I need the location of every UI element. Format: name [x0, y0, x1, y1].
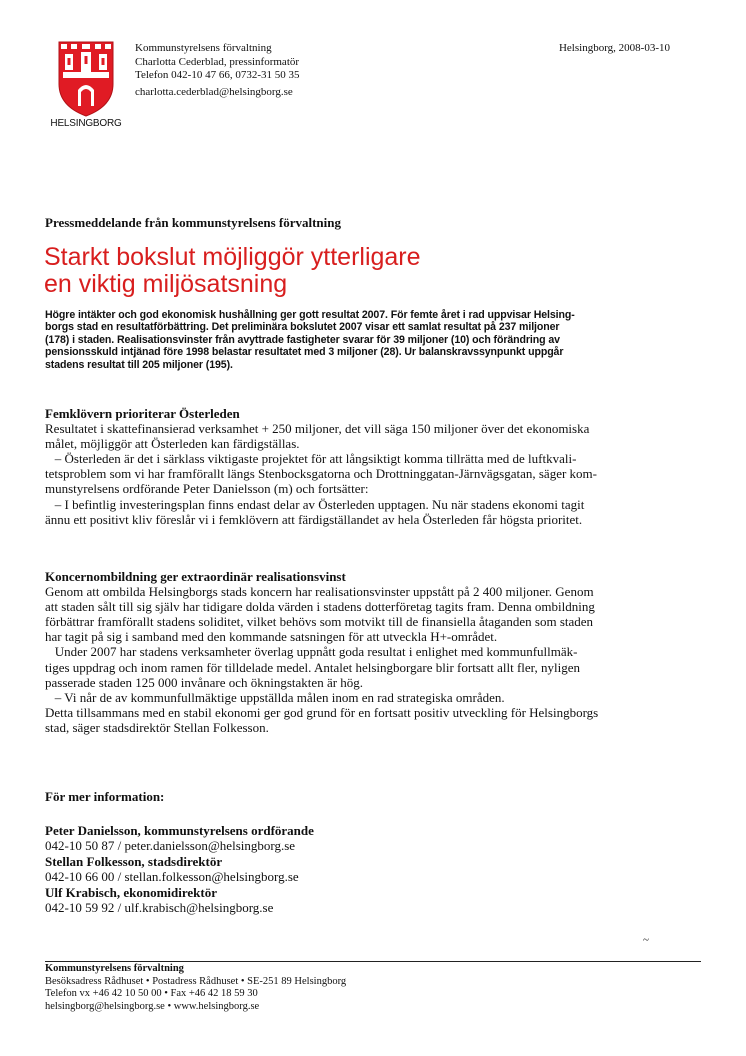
body-line: målet, möjliggör att Österleden kan färdigställas. — [45, 436, 300, 452]
body-line: har tagit på sig i samband med den kommande satsningen för att utveckla H+-området. — [45, 629, 498, 645]
footer-address: Besöksadress Rådhuset • Postadress Rådhuset • SE-251 89 Helsingborg — [45, 975, 347, 987]
body-line: munstyrelsens ordförande Peter Danielsson (m) och fortsätter: — [45, 481, 369, 497]
lead-paragraph — [45, 309, 695, 371]
footer — [45, 963, 346, 1013]
section-koncernombildning — [45, 569, 695, 735]
section-femklovern — [45, 406, 695, 527]
section-heading: Femklövern prioriterar Österleden — [45, 406, 240, 421]
lead-line: stadens resultat till 205 miljoner (195). — [45, 358, 233, 371]
castle-crest-icon — [44, 40, 128, 118]
sender-block — [135, 42, 300, 99]
body-line: – Österleden är det i särklass viktigaste projektet för att långsiktigt komma tillrätta med de luftkvali- — [45, 451, 577, 467]
body-line: stad, säger stadsdirektör Stellan Folkesson. — [45, 719, 269, 735]
body-line: ännu ett positivt kliv föreslår vi i femklövern att färdigställandet av hela Österleden får högsta prioritet. — [45, 511, 583, 527]
press-release-kicker: Pressmeddelande från kommunstyrelsens förvaltning — [45, 215, 341, 230]
contact-detail[interactable]: 042-10 59 92 / ulf.krabisch@helsingborg.se — [45, 900, 274, 916]
lead-line: borgs stad en resultatförbättring. Det preliminära bokslutet 2007 visar ett samlat resultat på 237 miljoner — [45, 321, 560, 334]
body-line: tiges uppdrag och inom ramen för tilldelade medel. Antalet helsingborgare blir fortsatt allt fler, nyligen — [45, 659, 580, 675]
body-line: att staden sålt till sig själv har tidigare dolda värden i stadens dotterföretag tagits fram. Denna ombildning — [45, 599, 595, 615]
body-line: – Vi når de av kommunfullmäktige uppställda målen inom en rad strategiska områden. — [45, 689, 505, 705]
contact-name: Ulf Krabisch, ekonomidirektör — [45, 884, 218, 900]
lead-line: Högre intäkter och god ekonomisk hushållning ger gott resultat 2007. För femte året i rad uppvisar Helsing- — [45, 309, 575, 321]
sender-email[interactable]: charlotta.cederblad@helsingborg.se — [135, 85, 293, 98]
contact-detail[interactable]: 042-10 66 00 / stellan.folkesson@helsingborg.se — [45, 869, 299, 885]
body-line: Resultatet i skattefinansierad verksamhet + 250 miljoner, det vill säga 150 miljoner över det ekonomiska — [45, 421, 590, 437]
body-line: Detta tillsammans med en stabil ekonomi ger god grund för en fortsatt positiv utveckling för Helsingborgs — [45, 704, 599, 720]
lead-line: (178) i staden. Realisationsvinster från avyttrade fastigheter svarar för 39 miljoner (10) och förändring av — [45, 333, 560, 346]
sender-phone: Telefon 042-10 47 66, 0732-31 50 35 — [135, 69, 300, 81]
headline — [44, 244, 604, 298]
body-line: Genom att ombilda Helsingborgs stads koncern har realisationsvinster uppstått på 2 400 miljoner. Genom — [45, 584, 594, 600]
sender-person: Charlotta Cederblad, pressinformatör — [135, 55, 300, 68]
contact-name: Stellan Folkesson, stadsdirektör — [45, 853, 223, 869]
footer-phone: Telefon vx +46 42 10 50 00 • Fax +46 42 18 59 30 — [45, 988, 258, 1000]
footer-title: Kommunstyrelsens förvaltning — [45, 963, 184, 974]
footer-web[interactable]: helsingborg@helsingborg.se • www.helsingborg.se — [45, 1000, 260, 1012]
contact-list — [45, 823, 314, 915]
more-info-heading: För mer information: — [45, 789, 165, 804]
lead-line: pensionsskuld intjänad före 1998 belastar resultatet med 3 miljoner (28). Ur balanskravssynpunkt uppgår — [45, 346, 564, 359]
stray-mark: ~ — [643, 934, 649, 946]
headline-line: Starkt bokslut möjliggör ytterligare — [44, 243, 421, 271]
headline-line: en viktig miljösatsning — [44, 270, 288, 298]
contact-detail[interactable]: 042-10 50 87 / peter.danielsson@helsingborg.se — [45, 838, 296, 854]
body-line: Under 2007 har stadens verksamheter överlag uppnått goda resultat i enlighet med kommunfullmäk- — [45, 644, 578, 660]
document-date: Helsingborg, 2008-03-10 — [558, 42, 670, 54]
body-line: passerade staden 125 000 invånare och ökningstakten är hög. — [45, 674, 364, 690]
contact-name: Peter Danielsson, kommunstyrelsens ordförande — [45, 823, 314, 838]
section-heading: Koncernombildning ger extraordinär realisationsvinst — [45, 569, 346, 584]
body-line: – I befintlig investeringsplan finns endast delar av Österleden upptagen. Nu när stadens ekonomi tagit — [45, 496, 585, 512]
body-line: förbättrar framförallt stadens soliditet, vilket behövs som motvikt till de finansiella åtaganden som staden — [45, 614, 594, 630]
body-line: tetsproblem som vi har framförallt längs Stenbocksgatorna och Drottninggatan-Järnvägsgatan, säger kom- — [45, 466, 597, 482]
footer-divider — [45, 961, 701, 962]
logo-wordmark: HELSINGBORG — [50, 118, 122, 129]
sender-org: Kommunstyrelsens förvaltning — [135, 42, 272, 54]
